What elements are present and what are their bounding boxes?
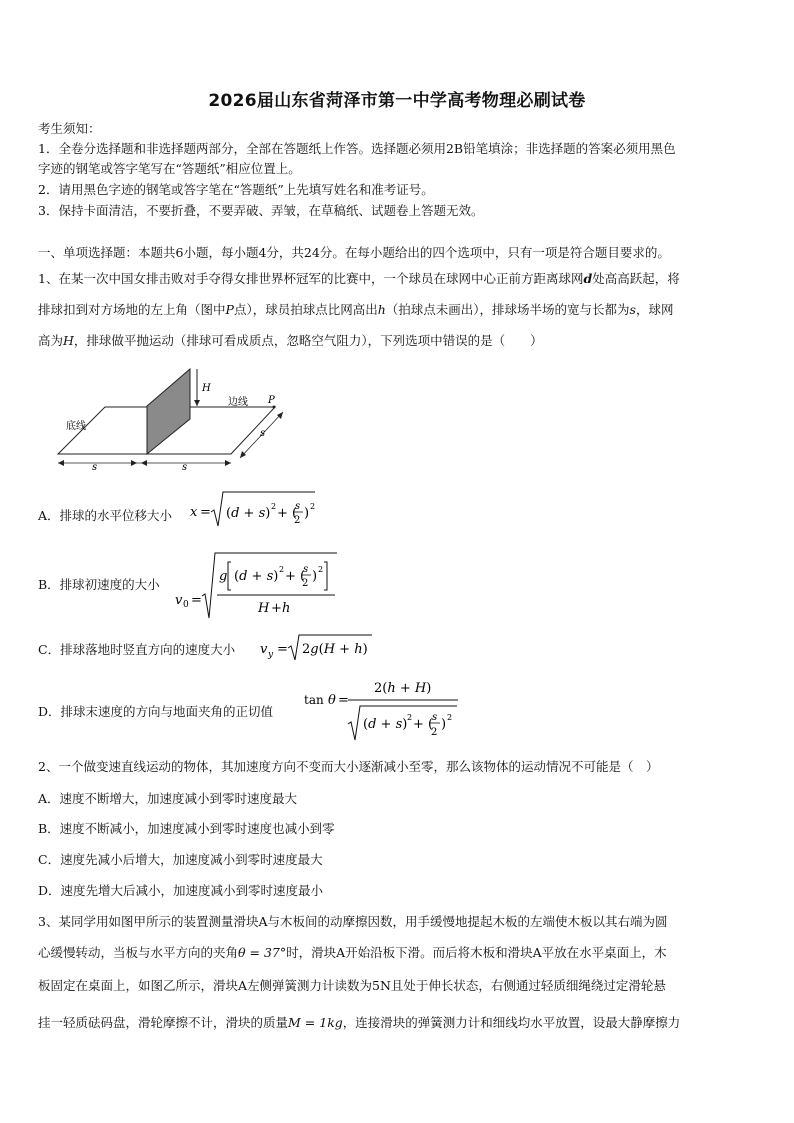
svg-text:v: v — [175, 593, 183, 608]
svg-text:2: 2 — [447, 713, 453, 722]
question-2-stem: 2、一个做变速直线运动的物体，其加速度方向不变而大小逐渐减小至零，那么该物体的运动情况不可能是（ ） — [38, 759, 659, 774]
svg-text:): ) — [304, 506, 310, 521]
question-3-line: 挂一轻质砝码盘，滑轮摩擦不计，滑块的质量M = 1kg，连接滑块的弹簧测力计和细线均水平放置，设最大静摩擦力 — [38, 1015, 681, 1030]
svg-text:2(h + H): 2(h + H) — [374, 681, 432, 696]
notice-item: 2．请用黑色字迹的钢笔或答字笔在“答题纸”上先填写姓名和准考证号。 — [38, 182, 434, 197]
svg-text:(d + s): (d + s) — [226, 506, 271, 521]
svg-text:(d + s): (d + s) — [363, 717, 408, 732]
svg-text:h: h — [282, 601, 291, 616]
question-3-line: 心缓慢转动，当板与水平方向的夹角θ = 37°时，滑块A开始沿板下滑。而后将木板和滑块A平放在水平桌面上，木 — [38, 945, 667, 960]
option-d-formula — [302, 676, 462, 742]
svg-text:2: 2 — [407, 713, 413, 722]
svg-text:0: 0 — [183, 600, 189, 610]
svg-text:2: 2 — [431, 727, 438, 738]
option-c-formula — [258, 633, 378, 663]
svg-text:tan: tan — [304, 693, 324, 707]
option-b-formula — [170, 550, 342, 620]
svg-text:v: v — [260, 642, 268, 657]
svg-text:s: s — [432, 712, 438, 723]
svg-text:+ (: + ( — [277, 506, 298, 521]
svg-text:=: = — [200, 505, 211, 520]
option-d-text: D．排球末速度的方向与地面夹角的正切值 — [38, 704, 274, 719]
label-sideline: 边线 — [228, 397, 248, 408]
svg-text:H: H — [258, 601, 270, 616]
svg-text:2: 2 — [271, 502, 277, 511]
option-b-text: B．排球初速度的大小 — [38, 577, 160, 592]
svg-text:+ (: + ( — [413, 717, 434, 732]
notice-heading: 考生须知： — [38, 121, 101, 136]
svg-text:+ (: + ( — [285, 569, 306, 584]
svg-text:): ) — [312, 569, 318, 584]
label-P: P — [268, 395, 275, 406]
svg-text:): ) — [441, 717, 447, 732]
svg-text:s: s — [295, 501, 301, 512]
question-3-line: 3、某同学用如图甲所示的装置测量滑块A与木板间的动摩擦因数，用手缓慢地提起木板的左端使木板以其右端为圆 — [38, 914, 668, 929]
question-2-option: B．速度不断减小，加速度减小到零时速度也减小到零 — [38, 821, 335, 836]
notice-item: 字迹的钢笔或答字笔写在“答题纸”相应位置上。 — [38, 161, 301, 176]
svg-text:(d + s): (d + s) — [234, 569, 279, 584]
svg-text:x: x — [190, 505, 198, 520]
question-1-line: 1、在某一次中国女排击败对手夺得女排世界杯冠军的比赛中，一个球员在球网中心正前方距离球网d处高高跃起，将 — [38, 271, 680, 286]
option-c-text: C．排球落地时竖直方向的速度大小 — [38, 642, 236, 657]
option-a-formula — [187, 490, 327, 530]
svg-text:s: s — [303, 564, 309, 575]
svg-text:g: g — [219, 569, 228, 584]
svg-text:2: 2 — [279, 565, 285, 574]
page-title: 2026届山东省菏泽市第一中学高考物理必刷试卷 — [208, 91, 586, 111]
question-1-line: 排球扣到对方场地的左上角（图中P点），球员拍球点比网高出h（拍球点未画出），排球场半场的宽与长都为s，球网 — [38, 302, 674, 317]
volleyball-court-figure — [50, 366, 290, 472]
question-3-line: 板固定在桌面上，如图乙所示，滑块A左侧弹簧测力计读数为5N且处于伸长状态，右侧通过轻质细绳绕过定滑轮悬 — [38, 978, 666, 993]
label-H: H — [202, 383, 211, 394]
option-a-text: A．排球的水平位移大小 — [38, 508, 173, 523]
svg-text:=: = — [277, 642, 288, 657]
question-2-option: C．速度先减小后增大，加速度减小到零时速度最大 — [38, 852, 323, 867]
svg-text:2: 2 — [310, 502, 316, 511]
svg-text:2g(H + h): 2g(H + h) — [302, 642, 368, 657]
svg-text:=: = — [338, 693, 349, 708]
label-baseline: 底线 — [66, 421, 86, 432]
svg-text:θ: θ — [328, 693, 336, 708]
svg-text:2: 2 — [294, 515, 301, 526]
notice-item: 1．全卷分选择题和非选择题两部分，全部在答题纸上作答。选择题必须用2B铅笔填涂；非选择题的答案必须用黑色 — [38, 141, 676, 156]
label-s-2: s — [182, 462, 188, 472]
question-1-line: 高为H，排球做平抛运动（排球可看成质点，忽略空气阻力），下列选项中错误的是（ ） — [38, 333, 543, 348]
question-2-option: A．速度不断增大，加速度减小到零时速度最大 — [38, 791, 298, 806]
svg-text:=: = — [191, 593, 202, 608]
svg-text:2: 2 — [318, 565, 324, 574]
question-2-option: D．速度先增大后减小，加速度减小到零时速度最小 — [38, 883, 324, 898]
notice-item: 3．保持卡面清洁，不要折叠，不要弄破、弄皱，在草稿纸、试题卷上答题无效。 — [38, 203, 484, 218]
svg-text:2: 2 — [302, 578, 309, 589]
svg-text:+: + — [271, 601, 282, 616]
section-heading: 一、单项选择题：本题共6小题，每小题4分，共24分。在每小题给出的四个选项中，只有一项是符合题目要求的。 — [38, 245, 670, 260]
label-s-1: s — [92, 462, 98, 472]
label-s-side: s — [260, 428, 266, 439]
svg-text:y: y — [268, 650, 274, 660]
